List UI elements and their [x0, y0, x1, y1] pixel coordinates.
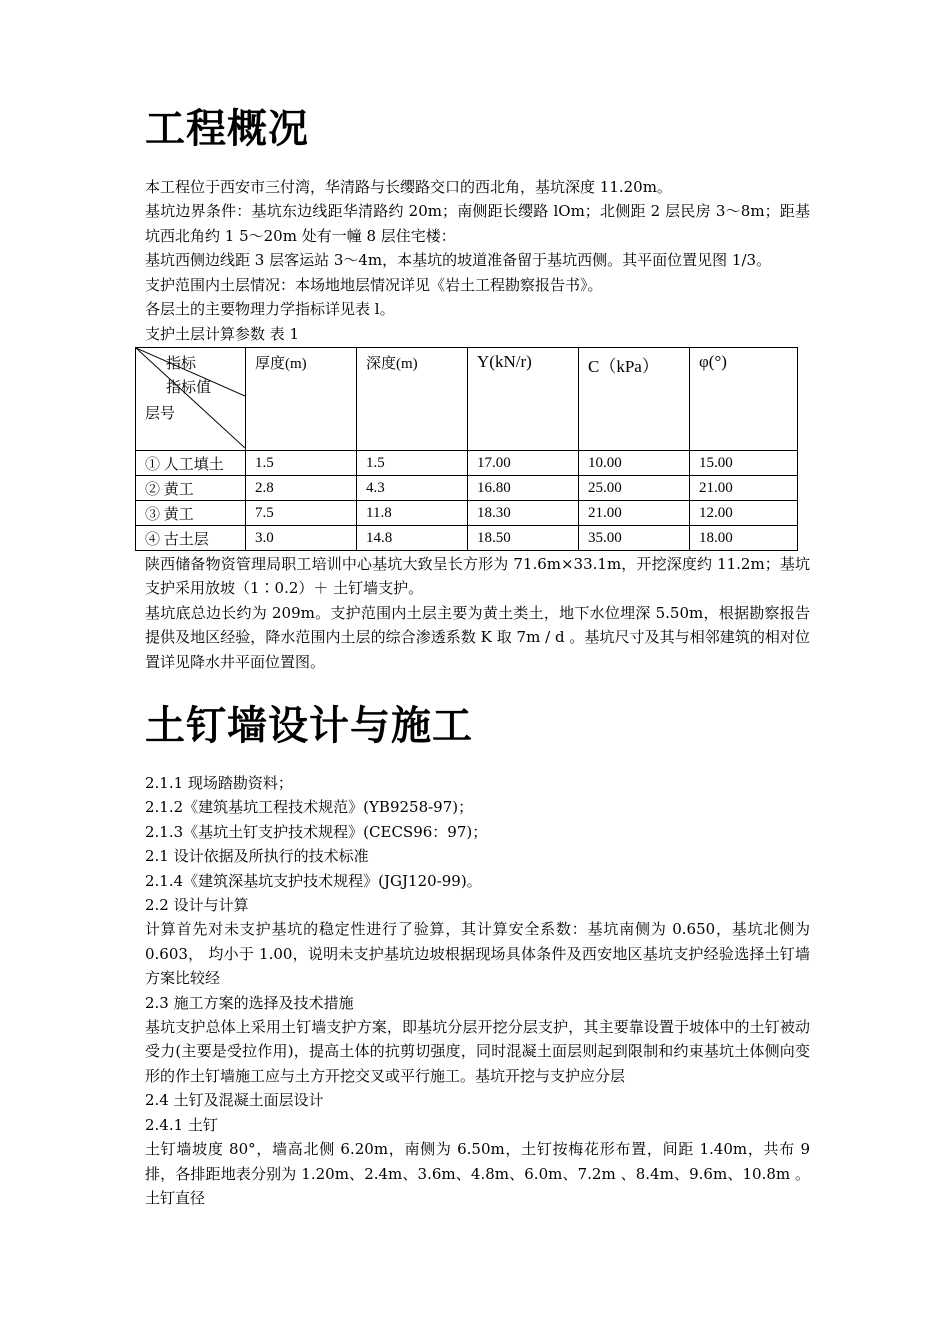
paragraph: 陕西储备物资管理局职工培训中心基坑大致呈长方形为 71.6m×33.1m，开挖深度约 11.2m；基坑支护采用放坡（1∶0.2）＋ 土钉墙支护。 [145, 555, 810, 598]
table-cell: 18.50 [468, 526, 579, 551]
table-cell: 18.00 [690, 526, 798, 551]
paragraph: 各层土的主要物理力学指标详见表 l。 [145, 300, 395, 319]
table-corner-cell [136, 348, 246, 451]
table-cell: 1.5 [246, 451, 357, 476]
table-header-cell: Y(kN/r) [468, 348, 579, 451]
after-table-body [145, 552, 810, 674]
corner-label-value: 指标值 [166, 380, 212, 396]
paragraph: 2.3 施工方案的选择及技术措施 [145, 993, 354, 1012]
table-cell: 11.8 [357, 501, 468, 526]
table-cell: 12.00 [690, 501, 798, 526]
paragraph: 支护范围内土层情况：本场地地层情况详见《岩土工程勘察报告书》。 [145, 275, 603, 294]
table-cell: 17.00 [468, 451, 579, 476]
table-cell: ① 人工填土 [136, 451, 246, 476]
corner-label-indicator: 指标 [166, 356, 197, 372]
table-caption: 支护土层计算参数 表 1 [145, 325, 300, 343]
table-row [136, 501, 798, 526]
table-header-cell: φ(°) [690, 348, 798, 451]
table-header-cell: C（kPa） [579, 348, 690, 451]
soil-parameter-table [135, 347, 798, 551]
paragraph: 土钉墙坡度 80°，墙高北侧 6.20m，南侧为 6.50m，土钉按梅花形布置，间距 1.40m，共布 9 排，各排距地表分别为 1.20m、2.4m、3.6m、4.8m、6.0m、7.2m 、8.4m、9.6m、10.8m 。土钉直径 [145, 1140, 810, 1207]
table-row [136, 526, 798, 551]
paragraph: 基坑支护总体上采用土钉墙支护方案，即基坑分层开挖分层支护，其主要靠设置于坡体中的土钉被动受力(主要是受拉作用)，提高土体的抗剪切强度，同时混凝土面层则起到限制和约束基坑土体侧向变形的作土钉墙施工应与土方开挖交叉或平行施工。基坑开挖与支护应分层 [145, 1018, 810, 1085]
paragraph: 基坑西侧边线距 3 层客运站 3～4m，本基坑的坡道准备留于基坑西侧。其平面位置见图 1/3。 [145, 251, 772, 270]
table-header-cell: 厚度(m) [246, 348, 357, 451]
table-cell: 15.00 [690, 451, 798, 476]
paragraph: 2.2 设计与计算 [145, 896, 249, 915]
table-cell: 14.8 [357, 526, 468, 551]
table-cell: 7.5 [246, 501, 357, 526]
paragraph: 2.1 设计依据及所执行的技术标准 [145, 847, 369, 866]
section1-title: 工程概况 [145, 106, 309, 152]
section2-body [145, 771, 810, 1210]
table-header-row [136, 348, 798, 451]
paragraph: 本工程位于西安市三付湾，华清路与长缨路交口的西北角，基坑深度 11.20m。 [145, 178, 672, 196]
table-header-cell: 深度(m) [357, 348, 468, 451]
paragraph: 2.1.2《建筑基坑工程技术规范》(YB9258-97)； [145, 798, 474, 817]
paragraph: 2.1.4《建筑深基坑支护技术规程》(JGJ120-99)。 [145, 871, 482, 890]
table-cell: 10.00 [579, 451, 690, 476]
table-cell: 18.30 [468, 501, 579, 526]
table-cell: 3.0 [246, 526, 357, 551]
table-cell: 21.00 [579, 501, 690, 526]
section1-body [145, 175, 810, 321]
table-cell: 35.00 [579, 526, 690, 551]
paragraph: 计算首先对未支护基坑的稳定性进行了验算，其计算安全系数：基坑南侧为 0.650，基坑北侧为 0.603， 均小于 1.00，说明未支护基坑边坡根据现场具体条件及西安地区基坑支护经验选择土钉墙方案比较经 [145, 920, 810, 988]
corner-label-layer: 层号 [145, 406, 176, 422]
paragraph: 2.1.1 现场踏勘资料； [145, 774, 293, 792]
table-cell: 4.3 [357, 476, 468, 501]
table-cell: 2.8 [246, 476, 357, 501]
paragraph: 基坑底总边长约为 209m。支护范围内土层主要为黄土类土，地下水位埋深 5.50m，根据勘察报告提供及地区经验，降水范围内土层的综合渗透系数 K 取 7m / d 。基坑尺寸及其与相邻建筑的相对位置详见降水井平面位置图。 [145, 603, 810, 671]
paragraph: 基坑边界条件：基坑东边线距华清路约 20m；南侧距长缨路 lOm；北侧距 2 层民房 3～8m；距基坑西北角约 1 5～20m 处有一幢 8 层住宅楼： [145, 202, 810, 245]
table-cell: 16.80 [468, 476, 579, 501]
table-cell: ④ 古土层 [136, 526, 246, 551]
paragraph: 2.4.1 土钉 [145, 1115, 218, 1134]
table-cell: ② 黄工 [136, 476, 246, 501]
paragraph: 2.4 土钉及混凝土面层设计 [145, 1091, 324, 1110]
table-cell: ③ 黄工 [136, 501, 246, 526]
table-cell: 21.00 [690, 476, 798, 501]
table-row [136, 476, 798, 501]
table-row [136, 451, 798, 476]
paragraph: 2.1.3《基坑土钉支护技术规程》(CECS96：97)； [145, 822, 488, 841]
section2-title: 土钉墙设计与施工 [145, 703, 473, 749]
table-cell: 1.5 [357, 451, 468, 476]
table-cell: 25.00 [579, 476, 690, 501]
